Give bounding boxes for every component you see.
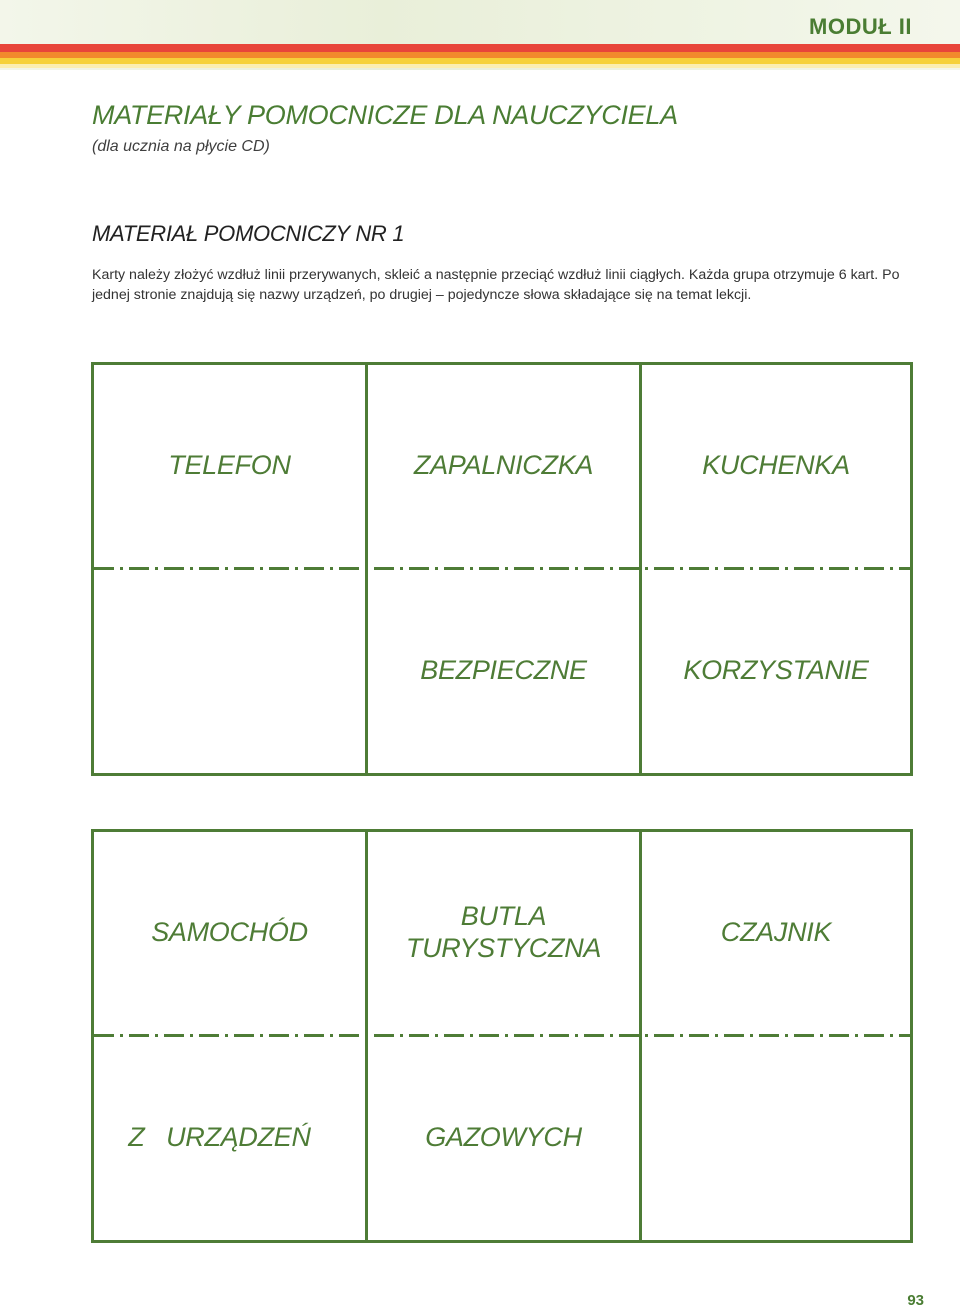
card-label: BUTLA TURYSTYCZNA: [405, 901, 602, 963]
card-word: [94, 1077, 365, 1197]
card-device: [368, 405, 639, 525]
card-device: [642, 872, 910, 992]
card-label: GAZOWYCH: [425, 1122, 582, 1152]
card-group-2: [91, 829, 913, 1243]
page-subtitle: (dla ucznia na płycie CD): [92, 138, 270, 155]
module-label: MODUŁ II: [809, 14, 912, 39]
card-word: [94, 610, 365, 730]
fold-line: [94, 1034, 910, 1037]
card-group-1: [91, 362, 913, 776]
card-device: [94, 405, 365, 525]
card-label: KORZYSTANIE: [683, 655, 869, 685]
card-label: Z URZĄDZEŃ: [128, 1122, 311, 1152]
card-word: [368, 610, 639, 730]
card-word: [642, 1077, 910, 1197]
page-title: MATERIAŁY POMOCNICZE DLA NAUCZYCIELA: [92, 100, 678, 130]
card-word: [642, 610, 910, 730]
header-stripe-red: [0, 44, 960, 52]
card-device: [642, 405, 910, 525]
instructions-paragraph: Karty należy złożyć wzdłuż linii przerywanych, skleić a następnie przeciąć wzdłuż linii ciągłych. Każda grupa otrzymuje 6 kart. Po jednej stronie znajdują się nazwy urządzeń, po drugiej – pojedyncze słowa składające się na temat lekcji.: [92, 267, 900, 303]
card-device: [94, 872, 365, 992]
card-label: ZAPALNICZKA: [413, 450, 594, 480]
card-label: SAMOCHÓD: [151, 917, 308, 947]
card-label: BEZPIECZNE: [420, 655, 587, 685]
card-label: CZAJNIK: [720, 917, 832, 947]
header-stripe-cream: [0, 64, 960, 68]
section-heading: MATERIAŁ POMOCNICZY NR 1: [92, 221, 405, 246]
page-number: 93: [907, 1292, 924, 1309]
card-label: KUCHENKA: [702, 450, 850, 480]
fold-line: [94, 567, 910, 570]
card-word: [368, 1077, 639, 1197]
header-band: [0, 0, 960, 70]
card-label: TELEFON: [168, 450, 291, 480]
card-device: [368, 872, 639, 992]
